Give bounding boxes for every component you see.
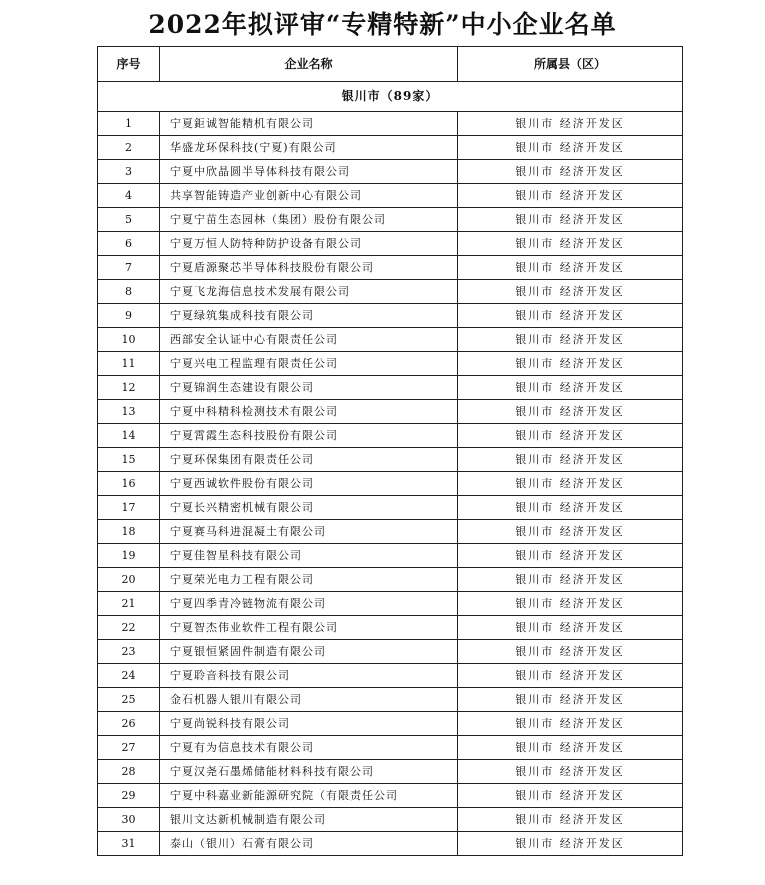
company-name-cell: 宁夏兴电工程监理有限责任公司	[160, 352, 458, 376]
table-row	[98, 640, 683, 664]
company-name-cell: 宁夏聆音科技有限公司	[160, 664, 458, 688]
company-name-cell: 宁夏银恒紧固件制造有限公司	[160, 640, 458, 664]
group-label: 银川市（89家）	[98, 82, 683, 112]
table-row	[98, 688, 683, 712]
county-cell: 银川市 经济开发区	[458, 376, 683, 400]
county-cell: 银川市 经济开发区	[458, 664, 683, 688]
county-cell: 银川市 经济开发区	[458, 688, 683, 712]
county-cell: 银川市 经济开发区	[458, 424, 683, 448]
serial-number-cell: 26	[98, 712, 160, 736]
company-name-cell: 宁夏万恒人防特种防护设备有限公司	[160, 232, 458, 256]
table-row	[98, 208, 683, 232]
company-name-cell: 宁夏霄霞生态科技股份有限公司	[160, 424, 458, 448]
table-header-row	[98, 47, 683, 82]
company-name-cell: 宁夏锦润生态建设有限公司	[160, 376, 458, 400]
table-row	[98, 832, 683, 856]
serial-number-cell: 18	[98, 520, 160, 544]
table-row	[98, 184, 683, 208]
company-name-cell: 银川文达新机械制造有限公司	[160, 808, 458, 832]
serial-number-cell: 8	[98, 280, 160, 304]
county-cell: 银川市 经济开发区	[458, 784, 683, 808]
serial-number-cell: 16	[98, 472, 160, 496]
table-row	[98, 448, 683, 472]
serial-number-cell: 21	[98, 592, 160, 616]
company-name-cell: 华盛龙环保科技(宁夏)有限公司	[160, 136, 458, 160]
company-name-cell: 宁夏汉尧石墨烯储能材料科技有限公司	[160, 760, 458, 784]
county-cell: 银川市 经济开发区	[458, 448, 683, 472]
county-cell: 银川市 经济开发区	[458, 280, 683, 304]
county-cell: 银川市 经济开发区	[458, 208, 683, 232]
table-row	[98, 784, 683, 808]
county-cell: 银川市 经济开发区	[458, 832, 683, 856]
table-row	[98, 136, 683, 160]
header-county: 所属县（区）	[458, 47, 683, 82]
group-row	[98, 82, 683, 112]
table-row	[98, 280, 683, 304]
county-cell: 银川市 经济开发区	[458, 640, 683, 664]
serial-number-cell: 24	[98, 664, 160, 688]
company-name-cell: 宁夏有为信息技术有限公司	[160, 736, 458, 760]
serial-number-cell: 9	[98, 304, 160, 328]
table-row	[98, 160, 683, 184]
serial-number-cell: 4	[98, 184, 160, 208]
table-row	[98, 808, 683, 832]
table-row	[98, 112, 683, 136]
serial-number-cell: 14	[98, 424, 160, 448]
serial-number-cell: 23	[98, 640, 160, 664]
table-row	[98, 376, 683, 400]
serial-number-cell: 3	[98, 160, 160, 184]
company-name-cell: 宁夏佳智星科技有限公司	[160, 544, 458, 568]
serial-number-cell: 19	[98, 544, 160, 568]
table-row	[98, 736, 683, 760]
header-serial-number: 序号	[98, 47, 160, 82]
table-row	[98, 328, 683, 352]
county-cell: 银川市 经济开发区	[458, 256, 683, 280]
table-row	[98, 352, 683, 376]
company-name-cell: 共享智能铸造产业创新中心有限公司	[160, 184, 458, 208]
table-row	[98, 520, 683, 544]
county-cell: 银川市 经济开发区	[458, 496, 683, 520]
company-name-cell: 泰山（银川）石膏有限公司	[160, 832, 458, 856]
table-row	[98, 664, 683, 688]
document-title: 2022年拟评审“专精特新”中小企业名单	[148, 10, 617, 39]
company-name-cell: 宁夏长兴精密机械有限公司	[160, 496, 458, 520]
serial-number-cell: 25	[98, 688, 160, 712]
table-row	[98, 232, 683, 256]
header-company-name: 企业名称	[160, 47, 458, 82]
serial-number-cell: 7	[98, 256, 160, 280]
company-name-cell: 宁夏中欣晶圆半导体科技有限公司	[160, 160, 458, 184]
company-name-cell: 宁夏西诚软件股份有限公司	[160, 472, 458, 496]
table-row	[98, 472, 683, 496]
serial-number-cell: 17	[98, 496, 160, 520]
company-name-cell: 宁夏赛马科进混凝土有限公司	[160, 520, 458, 544]
company-name-cell: 宁夏中科精科检测技术有限公司	[160, 400, 458, 424]
enterprise-table	[97, 46, 683, 856]
serial-number-cell: 12	[98, 376, 160, 400]
company-name-cell: 宁夏盾源聚芯半导体科技股份有限公司	[160, 256, 458, 280]
table-row	[98, 256, 683, 280]
serial-number-cell: 13	[98, 400, 160, 424]
serial-number-cell: 30	[98, 808, 160, 832]
table-row	[98, 400, 683, 424]
company-name-cell: 宁夏中科嘉业新能源研究院（有限责任公司	[160, 784, 458, 808]
county-cell: 银川市 经济开发区	[458, 328, 683, 352]
table-row	[98, 712, 683, 736]
county-cell: 银川市 经济开发区	[458, 232, 683, 256]
serial-number-cell: 22	[98, 616, 160, 640]
table-row	[98, 760, 683, 784]
company-name-cell: 宁夏智杰伟业软件工程有限公司	[160, 616, 458, 640]
county-cell: 银川市 经济开发区	[458, 520, 683, 544]
county-cell: 银川市 经济开发区	[458, 712, 683, 736]
company-name-cell: 宁夏绿筑集成科技有限公司	[160, 304, 458, 328]
serial-number-cell: 10	[98, 328, 160, 352]
county-cell: 银川市 经济开发区	[458, 472, 683, 496]
county-cell: 银川市 经济开发区	[458, 304, 683, 328]
county-cell: 银川市 经济开发区	[458, 184, 683, 208]
county-cell: 银川市 经济开发区	[458, 760, 683, 784]
serial-number-cell: 29	[98, 784, 160, 808]
company-name-cell: 宁夏环保集团有限责任公司	[160, 448, 458, 472]
serial-number-cell: 15	[98, 448, 160, 472]
table-row	[98, 496, 683, 520]
company-name-cell: 金石机器人银川有限公司	[160, 688, 458, 712]
serial-number-cell: 1	[98, 112, 160, 136]
table-row	[98, 568, 683, 592]
table-row	[98, 616, 683, 640]
serial-number-cell: 31	[98, 832, 160, 856]
county-cell: 银川市 经济开发区	[458, 592, 683, 616]
table-row	[98, 304, 683, 328]
county-cell: 银川市 经济开发区	[458, 544, 683, 568]
table-row	[98, 544, 683, 568]
county-cell: 银川市 经济开发区	[458, 160, 683, 184]
serial-number-cell: 6	[98, 232, 160, 256]
county-cell: 银川市 经济开发区	[458, 736, 683, 760]
table-row	[98, 592, 683, 616]
company-name-cell: 宁夏尚锐科技有限公司	[160, 712, 458, 736]
county-cell: 银川市 经济开发区	[458, 400, 683, 424]
serial-number-cell: 2	[98, 136, 160, 160]
county-cell: 银川市 经济开发区	[458, 136, 683, 160]
serial-number-cell: 27	[98, 736, 160, 760]
company-name-cell: 西部安全认证中心有限责任公司	[160, 328, 458, 352]
company-name-cell: 宁夏荣光电力工程有限公司	[160, 568, 458, 592]
county-cell: 银川市 经济开发区	[458, 616, 683, 640]
county-cell: 银川市 经济开发区	[458, 808, 683, 832]
serial-number-cell: 28	[98, 760, 160, 784]
serial-number-cell: 11	[98, 352, 160, 376]
serial-number-cell: 20	[98, 568, 160, 592]
table-row	[98, 424, 683, 448]
county-cell: 银川市 经济开发区	[458, 568, 683, 592]
serial-number-cell: 5	[98, 208, 160, 232]
company-name-cell: 宁夏飞龙海信息技术发展有限公司	[160, 280, 458, 304]
company-name-cell: 宁夏鉅诚智能精机有限公司	[160, 112, 458, 136]
county-cell: 银川市 经济开发区	[458, 112, 683, 136]
company-name-cell: 宁夏四季青冷链物流有限公司	[160, 592, 458, 616]
company-name-cell: 宁夏宁苗生态园林（集团）股份有限公司	[160, 208, 458, 232]
county-cell: 银川市 经济开发区	[458, 352, 683, 376]
